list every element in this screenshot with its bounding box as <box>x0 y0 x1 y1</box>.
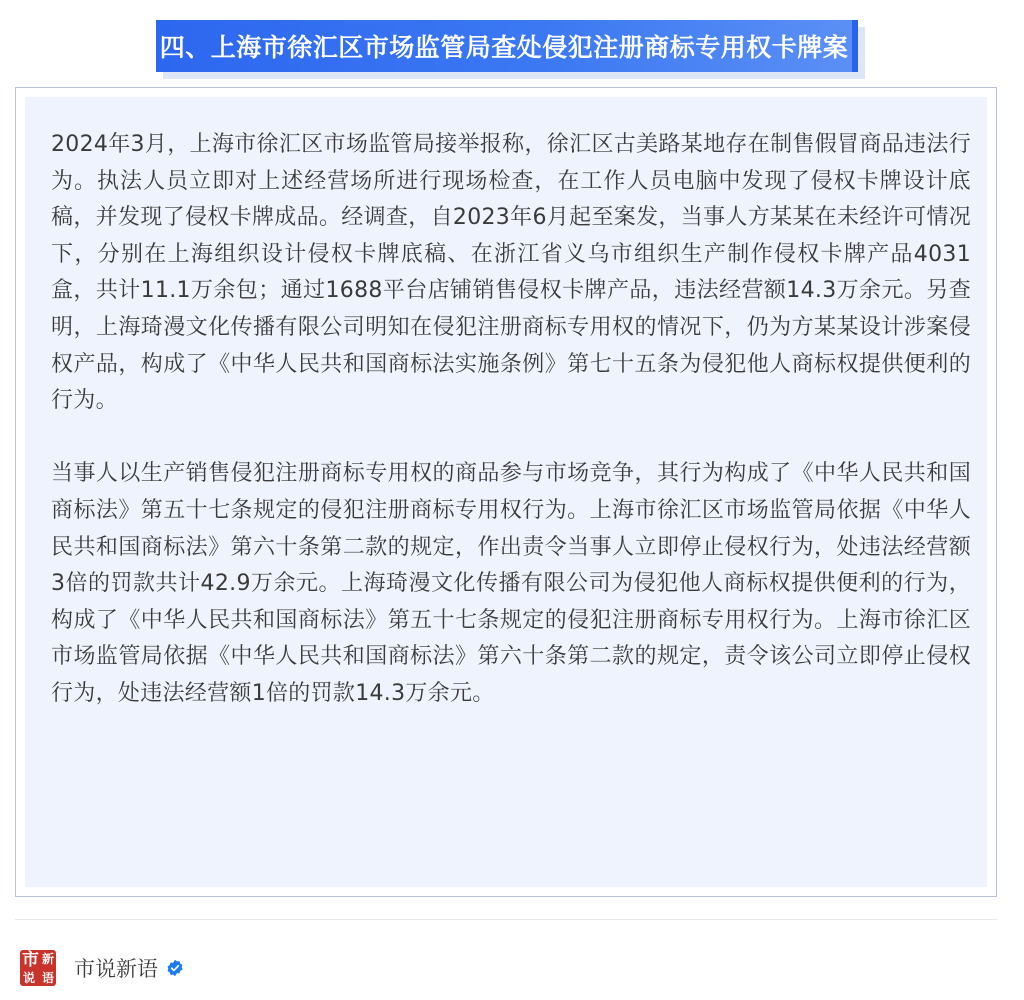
title-banner <box>156 20 858 72</box>
article-panel <box>25 97 987 887</box>
logo-char: 说 <box>23 971 36 985</box>
logo-char: 语 <box>41 971 54 985</box>
logo-char: 新 <box>41 952 54 966</box>
article-content <box>51 127 971 713</box>
article-box <box>15 87 997 897</box>
article-paragraph: 2024年3月，上海市徐汇区市场监管局接举报称，徐汇区古美路某地存在制售假冒商品违法行为。执法人员立即对上述经营场所进行现场检查，在工作人员电脑中发现了侵权卡牌设计底稿，并发现了侵权卡牌成品。经调查，自2023年6月起至案发，当事人方某某在未经许可情况下，分别在上海组织设计侵权卡牌底稿、在浙江省义乌市组织生产制作侵权卡牌产品4031盒，共计11.1万余包；通过1688平台店铺销售侵权卡牌产品，违法经营额14.3万余元。另查明，上海琦漫文化传播有限公司明知在侵犯注册商标专用权的情况下，仍为方某某设计涉案侵权产品，构成了《中华人民共和国商标法实施条例》第七十五条为侵犯他人商标权提供便利的行为。 <box>51 132 971 414</box>
verified-badge-icon <box>166 959 184 977</box>
author-name[interactable]: 市说新语 <box>74 957 158 981</box>
article-paragraph: 当事人以生产销售侵犯注册商标专用权的商品参与市场竞争，其行为构成了《中华人民共和国商标法》第五十七条规定的侵犯注册商标专用权行为。上海市徐汇区市场监管局依据《中华人民共和国商标法》第六十条第二款的规定，作出责令当事人立即停止侵权行为，处违法经营额3倍的罚款共计42.9万余元。上海琦漫文化传播有限公司为侵犯他人商标权提供便利的行为，构成了《中华人民共和国商标法》第五十七条规定的侵犯注册商标专用权行为。上海市徐汇区市场监管局依据《中华人民共和国商标法》第六十条第二款的规定，责令该公司立即停止侵权行为，处违法经营额1倍的罚款14.3万余元。 <box>51 461 971 706</box>
section-title: 四、上海市徐汇区市场监管局查处侵犯注册商标专用权卡牌案 <box>159 33 849 62</box>
author-bar[interactable] <box>20 950 184 986</box>
logo-char: 市 <box>22 950 39 970</box>
author-logo[interactable] <box>20 950 56 986</box>
divider <box>15 919 997 920</box>
